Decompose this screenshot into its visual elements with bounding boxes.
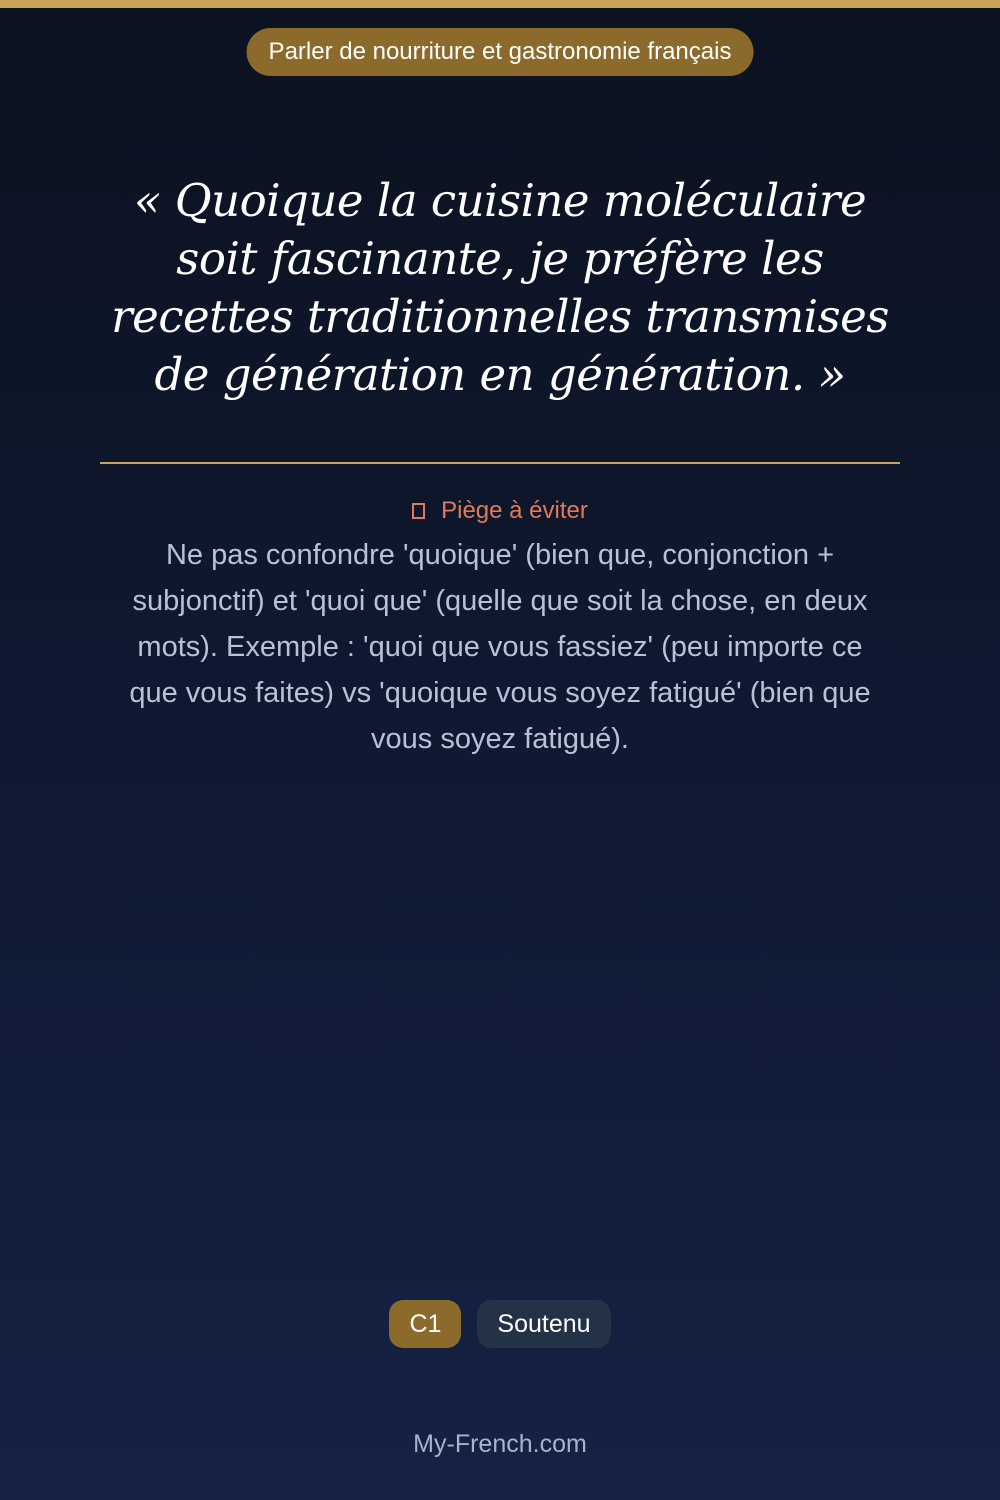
pitfall-heading [0, 496, 1000, 526]
tag-list [0, 1300, 1000, 1348]
pitfall-title: Piège à éviter [441, 497, 588, 524]
top-accent-bar [0, 0, 1000, 8]
example-quote: « Quoique la cuisine moléculaire soit fascinante, je préfère les recettes traditionnelles transmises de génération en génération. » [111, 174, 889, 401]
divider [100, 462, 900, 464]
register-badge: Soutenu [477, 1300, 610, 1348]
warning-icon [412, 503, 425, 519]
topic-badge: Parler de nourriture et gastronomie français [247, 28, 754, 76]
level-badge: C1 [389, 1300, 461, 1348]
site-footer: My-French.com [413, 1430, 587, 1458]
pitfall-explanation: Ne pas confondre 'quoique' (bien que, conjonction + subjonctif) et 'quoi que' (quelle que soit la chose, en deux mots). Exemple : 'quoi que vous fassiez' (peu importe ce que vous faites) vs 'quoique vous soyez fatigué' (bien que vous soyez fatigué). [129, 539, 871, 755]
